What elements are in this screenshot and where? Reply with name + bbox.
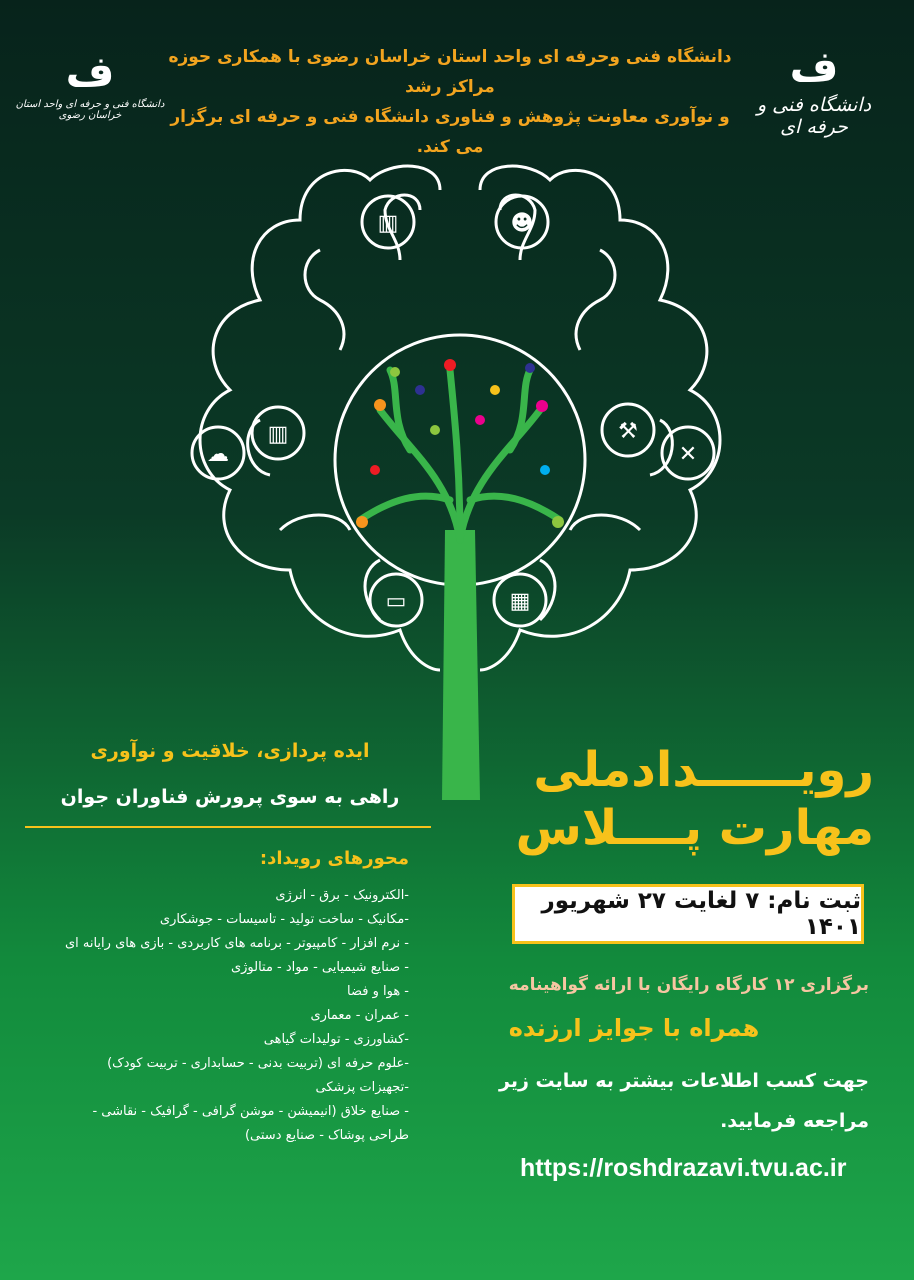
tree-branches bbox=[360, 370, 560, 540]
topic-item: -کشاورزی - تولیدات گیاهی bbox=[263, 1032, 409, 1047]
tools-icon: ✕ bbox=[678, 442, 698, 467]
cloud-icon: ☁ bbox=[207, 442, 229, 467]
calculator-icon: ▦ bbox=[509, 589, 531, 614]
books-icon: ▥ bbox=[377, 211, 399, 236]
info-line-2: مراجعه فرمایید. bbox=[720, 1110, 869, 1132]
header-text bbox=[160, 42, 740, 162]
topic-item: -مکانیک - ساخت تولید - تاسیسات - جوشکاری bbox=[159, 912, 409, 927]
event-title-line-2: مهارت پــــلاس bbox=[515, 800, 874, 856]
topic-item: -علوم حرفه ای (تربیت بدنی - حسابداری - تربیت کودک) bbox=[107, 1056, 409, 1071]
topic-item: طراحی پوشاک - صنایع دستی) bbox=[244, 1128, 409, 1143]
laptop-icon: ▭ bbox=[385, 589, 407, 614]
topic-item: -الکترونیک - برق - انرژی bbox=[275, 888, 409, 903]
slogan-line-1: ایده پردازی، خلاقیت و نوآوری bbox=[90, 740, 370, 762]
topic-item: - صنایع شیمیایی - مواد - متالوژی bbox=[230, 960, 409, 975]
slogan-line-2: راهی به سوی پرورش فناوران جوان bbox=[60, 786, 400, 808]
registration-dates: ثبت نام: ۷ لغایت ۲۷ شهریور ۱۴۰۱ bbox=[512, 884, 864, 944]
gavel-icon: ⚒ bbox=[618, 419, 638, 444]
event-title-line-1: رویــــــدادملی bbox=[533, 742, 874, 798]
university-logo-left bbox=[10, 45, 170, 121]
books-icon: ▥ bbox=[267, 422, 289, 447]
logo-mark-right: ف bbox=[789, 42, 839, 91]
brain-tree-illustration bbox=[150, 150, 770, 800]
topic-item: - صنایع خلاق (انیمیشن - موشن گرافی - گرافیک - نقاشی - bbox=[92, 1104, 409, 1119]
university-logo-right bbox=[744, 40, 884, 138]
logo-mark-left: ف bbox=[65, 47, 115, 96]
people-icon: ☻ bbox=[510, 211, 534, 236]
website-link[interactable]: https://roshdrazavi.tvu.ac.ir bbox=[520, 1154, 847, 1182]
header-line-1: دانشگاه فنی وحرفه ای واحد استان خراسان رضوی با همکاری حوزه مراکز رشد bbox=[168, 47, 732, 97]
info-line-1: جهت کسب اطلاعات بیشتر به سایت زیر bbox=[499, 1070, 869, 1092]
workshops-text: برگزاری ۱۲ کارگاه رایگان با ارائه گواهینامه bbox=[508, 975, 869, 995]
header-line-2: و نوآوری معاونت پژوهش و فناوری دانشگاه فنی و حرفه ای برگزار می کند. bbox=[170, 107, 730, 157]
logo-caption-left: دانشگاه فنی و حرفه ای واحد استان خراسان رضوی bbox=[15, 99, 165, 121]
topic-item: - نرم افزار - کامپیوتر - برنامه های کاربردی - بازی های رایانه ای bbox=[64, 936, 409, 951]
divider bbox=[25, 826, 431, 828]
topic-item: - هوا و فضا bbox=[347, 984, 409, 999]
topic-item: - عمران - معماری bbox=[310, 1008, 409, 1023]
topics-list bbox=[9, 884, 409, 1148]
topic-item: -تجهیزات پزشکی bbox=[315, 1080, 409, 1095]
logo-caption-right: دانشگاه فنی و حرفه ای bbox=[756, 94, 872, 138]
topics-title: محورهای رویداد: bbox=[259, 848, 409, 869]
prizes-text: همراه با جوایز ارزنده bbox=[508, 1014, 760, 1042]
